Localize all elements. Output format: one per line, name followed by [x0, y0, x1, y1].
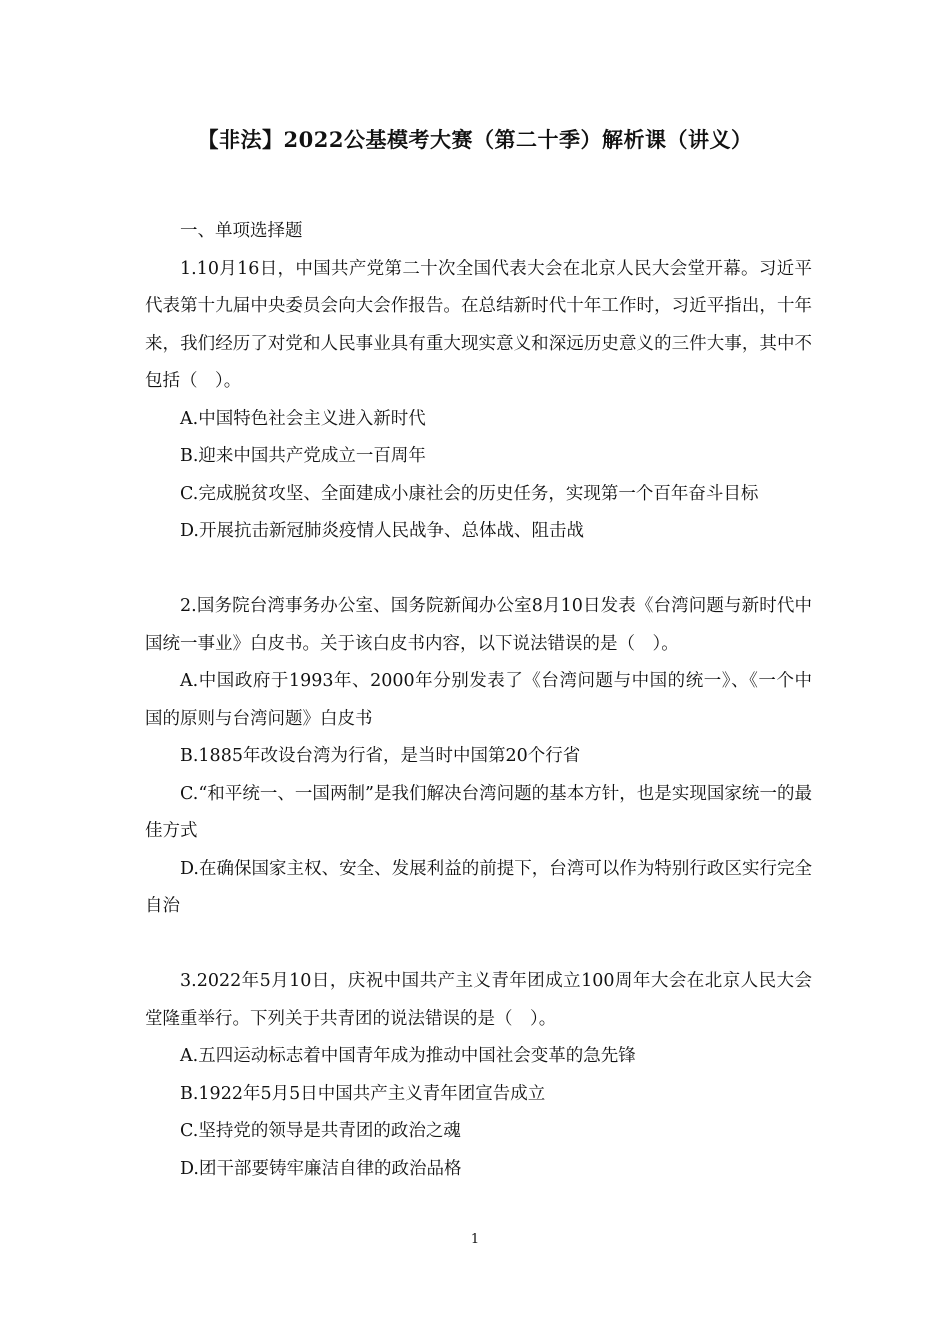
option-b: B.1885年改设台湾为行省，是当时中国第20个行省	[180, 746, 581, 766]
option-c: C.“和平统一、一国两制”是我们解决台湾问题的基本方针，也是实现国家统一的最佳方式	[145, 783, 812, 841]
option-d: D.在确保国家主权、安全、发展利益的前提下，台湾可以作为特别行政区实行完全自治	[145, 858, 812, 916]
option-d: D.团干部要铸牢廉洁自律的政治品格	[180, 1158, 462, 1179]
question-stem: 1.10月16日，中国共产党第二十次全国代表大会在北京人民大会堂开幕。习近平代表第十九届中央委员会向大会作报告。在总结新时代十年工作时，习近平指出，十年来，我们经历了对党和人民事业具有重大现实意义和深远历史意义的三件大事，其中不包括（ ）。	[145, 258, 812, 391]
option-a: A.中国特色社会主义进入新时代	[180, 408, 426, 429]
page-title: 【非法】2022公基模考大赛（第二十季）解析课（讲义）	[197, 127, 753, 152]
option-d: D.开展抗击新冠肺炎疫情人民战争、总体战、阻击战	[180, 521, 584, 541]
question-1	[145, 251, 812, 551]
option-c: C.完成脱贫攻坚、全面建成小康社会的历史任务，实现第一个百年奋斗目标	[180, 483, 759, 504]
section-heading: 一、单项选择题	[180, 221, 303, 241]
option-b: B.1922年5月5日中国共产主义青年团宣告成立	[180, 1083, 546, 1104]
option-a: A.中国政府于1993年、2000年分别发表了《台湾问题与中国的统一》、《一个中国的原则与台湾问题》白皮书	[145, 671, 812, 729]
page-number: 1	[470, 1232, 480, 1247]
question-3	[145, 963, 812, 1188]
question-2	[145, 588, 812, 926]
option-b: B.迎来中国共产党成立一百周年	[180, 446, 426, 466]
option-c: C.坚持党的领导是共青团的政治之魂	[180, 1121, 461, 1141]
document-body	[145, 213, 812, 1188]
question-stem: 3.2022年5月10日，庆祝中国共产主义青年团成立100周年大会在北京人民大会堂隆重举行。下列关于共青团的说法错误的是（ ）。	[145, 971, 812, 1029]
question-stem: 2.国务院台湾事务办公室、国务院新闻办公室8月10日发表《台湾问题与新时代中国统一事业》白皮书。关于该白皮书内容，以下说法错误的是（ ）。	[145, 596, 812, 654]
option-a: A.五四运动标志着中国青年成为推动中国社会变革的急先锋	[180, 1046, 636, 1066]
